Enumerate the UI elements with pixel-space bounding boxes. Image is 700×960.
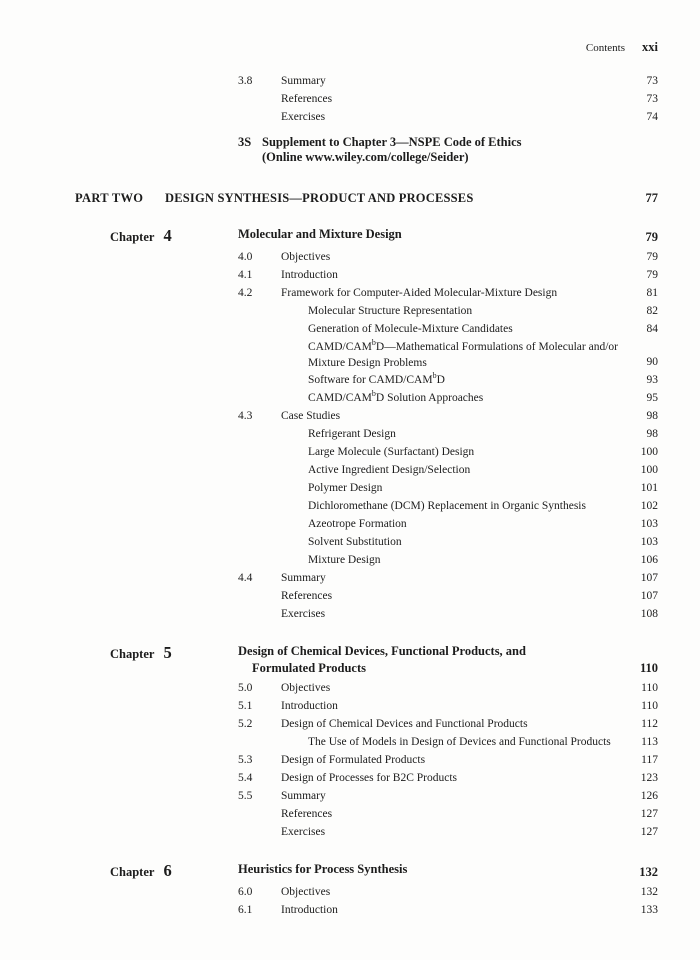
entry-page-number: 98 — [646, 428, 658, 440]
entry-title-line: Refrigerant Design — [308, 428, 396, 440]
superscript-b: b — [371, 338, 376, 348]
chapter-block — [75, 226, 658, 623]
chapter-heading — [75, 861, 658, 881]
chapter-title-line: Heuristics for Process Synthesis — [238, 862, 408, 876]
entry-title — [281, 679, 618, 697]
entry-title — [281, 389, 618, 407]
entry-title-line: Exercises — [281, 608, 326, 620]
entry-number: 5.5 — [238, 790, 253, 802]
entry-page-number: 127 — [640, 826, 658, 838]
entry-title-line: Framework for Computer-Aided Molecular-Mixture Design — [281, 287, 558, 299]
entry-title-line: The Use of Models in Design of Devices and Functional Products — [308, 736, 611, 748]
entry-title-line: Introduction — [281, 904, 338, 916]
entry-title-line: Exercises — [281, 826, 326, 838]
entry-number: 6.0 — [238, 886, 253, 898]
entry-title — [281, 715, 618, 733]
entry-title-line: Large Molecule (Surfactant) Design — [308, 446, 475, 458]
entry-page-number: 106 — [640, 554, 658, 566]
entry-number: 5.2 — [238, 718, 253, 730]
toc-entry — [238, 425, 658, 443]
toc-entry — [238, 90, 658, 108]
entry-title-line: Dichloromethane (DCM) Replacement in Organic Synthesis — [308, 500, 586, 512]
entry-title-line: Design of Formulated Products — [281, 754, 426, 766]
entry-page-number: 98 — [646, 410, 658, 422]
entry-title-line: Software for CAMD/CAM$^b$D — [308, 371, 445, 386]
entry-title-line: Design of Chemical Devices and Functional Products — [281, 718, 528, 730]
entry-title — [281, 371, 618, 389]
chapter-heading — [75, 643, 658, 677]
supplement-title-line: Supplement to Chapter 3—NSPE Code of Ethics — [262, 135, 522, 149]
toc-entry — [238, 697, 658, 715]
entry-title-line: Exercises — [281, 111, 326, 123]
entry-page-number: 100 — [640, 446, 658, 458]
entry-title — [281, 266, 618, 284]
entry-page-number: 100 — [640, 464, 658, 476]
chapter-title — [238, 643, 618, 677]
part-heading — [75, 191, 658, 206]
entry-title — [281, 769, 618, 787]
entry-page-number: 103 — [640, 536, 658, 548]
toc-entry — [238, 338, 658, 371]
entry-title — [281, 407, 618, 425]
chapter-heading — [75, 226, 658, 246]
toc-entry — [238, 769, 658, 787]
toc-entry — [238, 389, 658, 407]
entry-page-number: 101 — [640, 482, 658, 494]
entry-page-number: 73 — [646, 75, 658, 87]
entry-title-line: References — [281, 808, 333, 820]
toc-entry — [238, 551, 658, 569]
entry-title-line: Active Ingredient Design/Selection — [308, 464, 471, 476]
entry-title — [281, 533, 618, 551]
entry-title — [281, 901, 618, 919]
toc-entry — [238, 751, 658, 769]
entry-title — [281, 443, 618, 461]
toc-entry — [238, 805, 658, 823]
toc-entry — [238, 302, 658, 320]
part-page-number: 77 — [645, 191, 658, 205]
entry-page-number: 108 — [640, 608, 658, 620]
entry-title-line: Objectives — [281, 251, 331, 263]
entry-page-number: 133 — [640, 904, 658, 916]
toc-entry — [238, 320, 658, 338]
entry-page-number: 74 — [646, 111, 658, 123]
chapter-number: 4 — [163, 226, 172, 245]
entry-number: 5.0 — [238, 682, 253, 694]
entry-title — [281, 497, 618, 515]
entry-title — [281, 248, 618, 266]
entry-number: 5.3 — [238, 754, 253, 766]
entry-title-line: Mixture Design — [308, 554, 381, 566]
entry-page-number: 102 — [640, 500, 658, 512]
entry-title — [281, 697, 618, 715]
supplement-number: 3S — [238, 135, 252, 149]
entry-title-line: Mixture Design Problems — [308, 356, 427, 369]
entry-title-line: Introduction — [281, 269, 338, 281]
toc-entry — [238, 284, 658, 302]
toc-entry — [238, 733, 658, 751]
chapter-title-line: Molecular and Mixture Design — [238, 227, 402, 241]
entry-title — [281, 425, 618, 443]
entry-number: 4.0 — [238, 251, 253, 263]
entry-number: 4.1 — [238, 269, 253, 281]
entry-title-line: CAMD/CAM$^b$D Solution Approaches — [308, 389, 484, 404]
toc-entry — [238, 587, 658, 605]
entry-title-line: References — [281, 93, 333, 105]
entry-title-line: Summary — [281, 572, 326, 584]
entry-title — [281, 302, 618, 320]
entry-title — [281, 479, 618, 497]
entry-page-number: 107 — [640, 590, 658, 602]
toc-entry — [238, 248, 658, 266]
entry-page-number: 132 — [640, 886, 658, 898]
toc-entry — [238, 715, 658, 733]
entry-page-number: 107 — [640, 572, 658, 584]
toc-entry — [238, 679, 658, 697]
entry-page-number: 112 — [641, 718, 658, 730]
entry-title — [281, 72, 618, 90]
entry-page-number: 73 — [646, 93, 658, 105]
toc-entry — [238, 605, 658, 623]
entry-page-number: 113 — [641, 736, 658, 748]
entry-page-number: 127 — [640, 808, 658, 820]
toc-entry — [238, 497, 658, 515]
entry-page-number: 81 — [646, 287, 658, 299]
chapter-label-text: Chapter — [110, 865, 155, 879]
toc-entry — [238, 901, 658, 919]
entry-title-line: CAMD/CAM$^b$D—Mathematical Formulations of Molecular and/or — [308, 338, 618, 353]
chapter-page-number: 110 — [639, 661, 658, 675]
part-title: DESIGN SYNTHESIS—PRODUCT AND PROCESSES — [165, 191, 474, 205]
chapter-block — [75, 643, 658, 841]
superscript-b: b — [371, 389, 376, 399]
toc-entry — [238, 883, 658, 901]
superscript-b: b — [432, 371, 437, 381]
chapter-title — [238, 861, 618, 881]
toc-entry — [238, 569, 658, 587]
entry-title — [281, 883, 618, 901]
chapter-block — [75, 861, 658, 919]
part-label: PART TWO — [75, 191, 144, 205]
entry-title-line: Generation of Molecule-Mixture Candidates — [308, 323, 513, 335]
entry-title-line: Azeotrope Formation — [308, 518, 407, 530]
chapter-title — [238, 226, 618, 246]
running-header — [586, 40, 658, 55]
chapter-page-number: 79 — [645, 230, 658, 244]
entry-title-line: Molecular Structure Representation — [308, 305, 473, 317]
running-header-label: Contents — [585, 42, 626, 54]
toc-entry — [238, 266, 658, 284]
entry-page-number: 103 — [640, 518, 658, 530]
toc-entry — [238, 371, 658, 389]
entry-title-line: Polymer Design — [308, 482, 383, 494]
entry-title — [281, 338, 618, 371]
entry-title — [281, 90, 618, 108]
entry-title — [281, 108, 618, 126]
table-of-contents — [75, 72, 658, 919]
chapter-number: 6 — [163, 861, 172, 880]
entry-number: 4.4 — [238, 572, 253, 584]
entry-title-line: Design of Processes for B2C Products — [281, 772, 457, 784]
entry-number: 3.8 — [238, 75, 253, 87]
entry-title — [281, 733, 618, 751]
supplement-title — [262, 135, 522, 165]
toc-entry — [238, 108, 658, 126]
entry-title-line: Summary — [281, 790, 326, 802]
toc-entry — [238, 479, 658, 497]
entry-title-line: Case Studies — [281, 410, 341, 422]
entry-number: 6.1 — [238, 904, 253, 916]
entry-page-number: 93 — [646, 374, 658, 386]
entry-title — [281, 284, 618, 302]
entry-title — [281, 605, 618, 623]
toc-entry — [238, 823, 658, 841]
toc-entry — [238, 787, 658, 805]
toc-entry — [238, 533, 658, 551]
chapter-label — [75, 643, 238, 663]
entry-title — [281, 551, 618, 569]
supplement-heading — [238, 135, 658, 165]
supplement-title-line: (Online www.wiley.com/college/Seider) — [262, 150, 469, 164]
entry-page-number: 84 — [646, 323, 658, 335]
entry-title-line: Objectives — [281, 886, 331, 898]
entry-number: 4.2 — [238, 287, 253, 299]
entry-page-number: 126 — [640, 790, 658, 802]
entry-title-line: References — [281, 590, 333, 602]
chapter-label — [75, 861, 238, 881]
entry-title — [281, 787, 618, 805]
toc-entry — [238, 72, 658, 90]
chapter-label — [75, 226, 238, 246]
chapter-title-line: Design of Chemical Devices, Functional Products, and — [238, 644, 526, 658]
entry-number: 5.4 — [238, 772, 253, 784]
toc-entry — [238, 443, 658, 461]
entry-number: 5.1 — [238, 700, 253, 712]
entry-number: 4.3 — [238, 410, 253, 422]
entry-title — [281, 805, 618, 823]
page-folio: xxi — [642, 40, 658, 54]
toc-entry — [238, 515, 658, 533]
chapter-label-text: Chapter — [110, 647, 155, 661]
entry-title-line: Objectives — [281, 682, 331, 694]
entry-title-line: Summary — [281, 75, 326, 87]
entry-page-number: 79 — [646, 269, 658, 281]
entry-page-number: 123 — [640, 772, 658, 784]
chapter-title-line: Formulated Products — [252, 661, 366, 675]
entry-title — [281, 569, 618, 587]
entry-title — [281, 751, 618, 769]
entry-title — [281, 587, 618, 605]
chapter-label-text: Chapter — [110, 230, 155, 244]
entry-page-number: 117 — [641, 754, 658, 766]
entry-page-number: 110 — [641, 682, 658, 694]
toc-entry — [238, 407, 658, 425]
entry-title — [281, 515, 618, 533]
entry-page-number: 95 — [646, 392, 658, 404]
entry-title-line: Introduction — [281, 700, 338, 712]
toc-entry — [238, 461, 658, 479]
chapter-page-number: 132 — [639, 865, 658, 879]
entry-page-number: 82 — [646, 305, 658, 317]
entry-title — [281, 461, 618, 479]
entry-page-number: 79 — [646, 251, 658, 263]
entry-title — [281, 823, 618, 841]
entry-title-line: Solvent Substitution — [308, 536, 402, 548]
chapter-number: 5 — [163, 643, 172, 662]
entry-page-number: 110 — [641, 700, 658, 712]
entry-title — [281, 320, 618, 338]
entry-page-number: 90 — [646, 356, 658, 368]
